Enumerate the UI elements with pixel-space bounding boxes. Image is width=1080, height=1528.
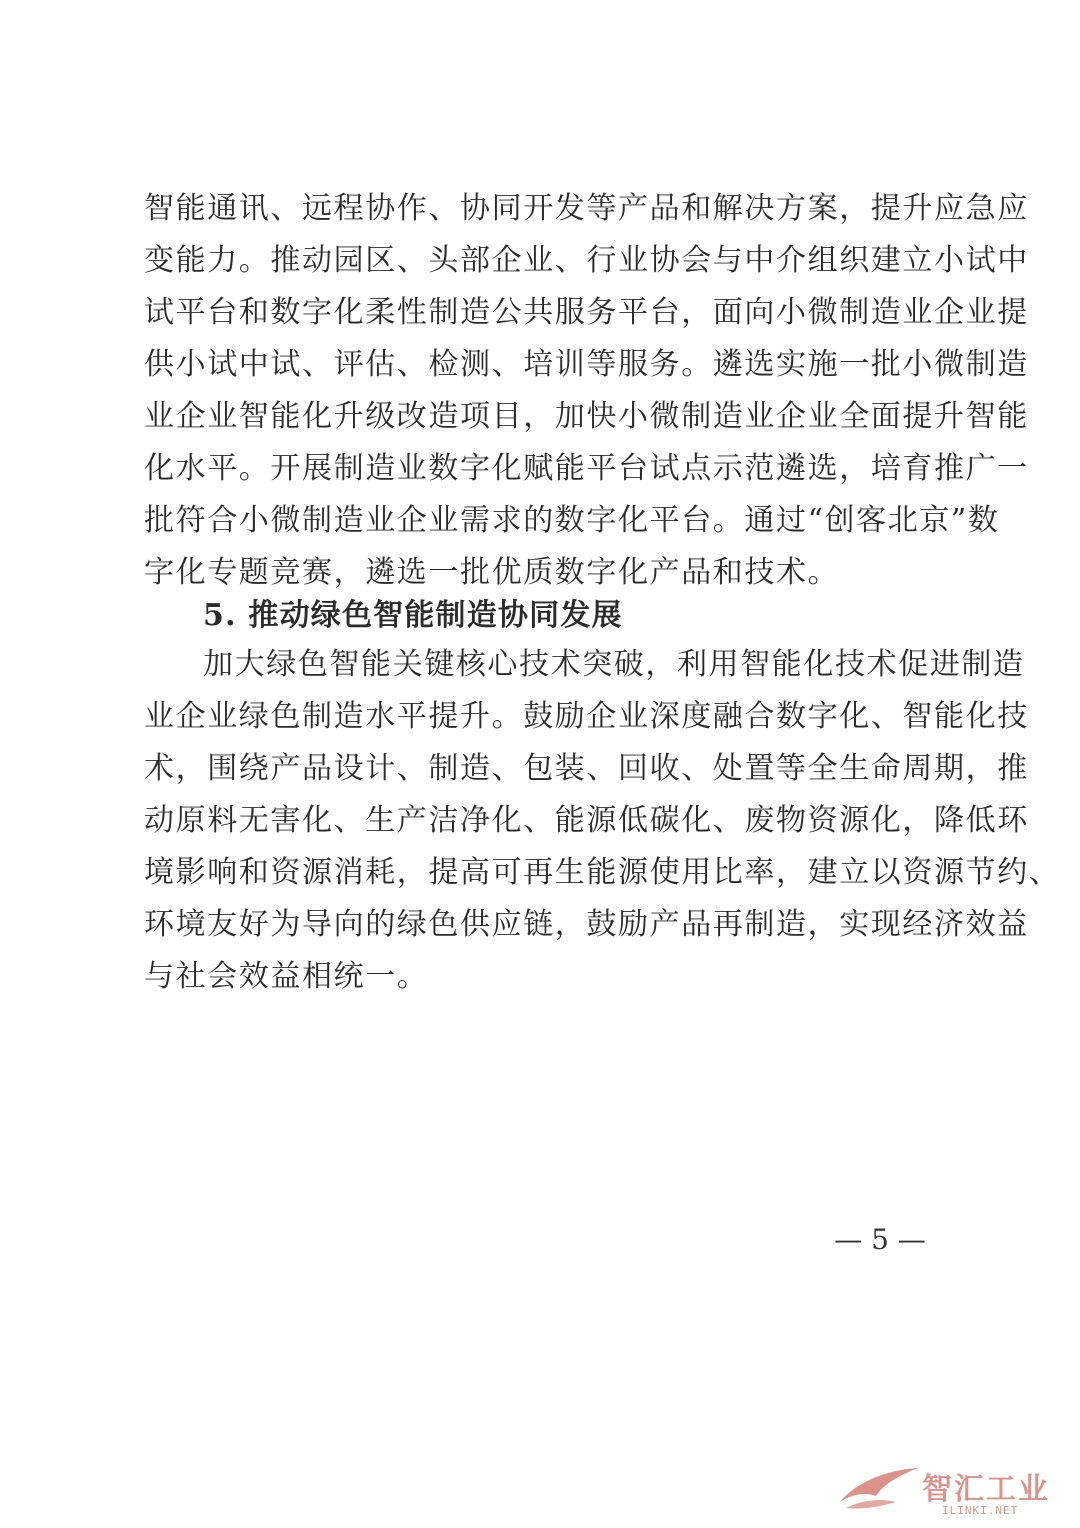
paragraph-line: 术，围绕产品设计、制造、包装、回收、处置等全生命周期，推 [144,751,1029,786]
page-number: — 5 — [834,1223,926,1256]
watermark-logo-icon [836,1462,922,1516]
paragraph-line: 动原料无害化、生产洁净化、能源低碳化、废物资源化，降低环 [144,803,1029,838]
paragraph-line: 供小试中试、评估、检测、培训等服务。遴选实施一批小微制造 [144,347,1029,382]
paragraph-line: 与社会效益相统一。 [144,959,429,994]
paragraph-line: 试平台和数字化柔性制造公共服务平台，面向小微制造业企业提 [144,295,1029,330]
paragraph-line: 业企业绿色制造水平提升。鼓励企业深度融合数字化、智能化技 [144,699,1029,734]
watermark-title: 智汇工业 [922,1472,1050,1507]
paragraph-line: 智能通讯、远程协作、协同开发等产品和解决方案，提升应急应 [144,191,1029,226]
paragraph-1 [144,183,1029,599]
paragraph-line: 加大绿色智能关键核心技术突破，利用智能化技术促进制造 [203,647,1025,682]
paragraph-line: 业企业智能化升级改造项目，加快小微制造业企业全面提升智能 [144,399,1029,434]
paragraph-line: 化水平。开展制造业数字化赋能平台试点示范遴选，培育推广一 [144,451,1029,486]
paragraph-line: 境影响和资源消耗，提高可再生能源使用比率，建立以资源节约、 [144,855,1061,890]
paragraph-line: 变能力。推动园区、头部企业、行业协会与中介组织建立小试中 [144,243,1029,278]
paragraph-line: 字化专题竞赛，遴选一批优质数字化产品和技术。 [144,555,840,590]
paragraph-2 [144,639,1061,1003]
paragraph-line: 批符合小微制造业企业需求的数字化平台。通过“创客北京”数 [144,503,1000,538]
paragraph-line: 环境友好为导向的绿色供应链，鼓励产品再制造，实现经济效益 [144,907,1029,942]
section-heading: 5. 推动绿色智能制造协同发展 [203,598,623,633]
watermark [836,1460,1062,1522]
watermark-url: ILINKI.NET [942,1504,1019,1517]
